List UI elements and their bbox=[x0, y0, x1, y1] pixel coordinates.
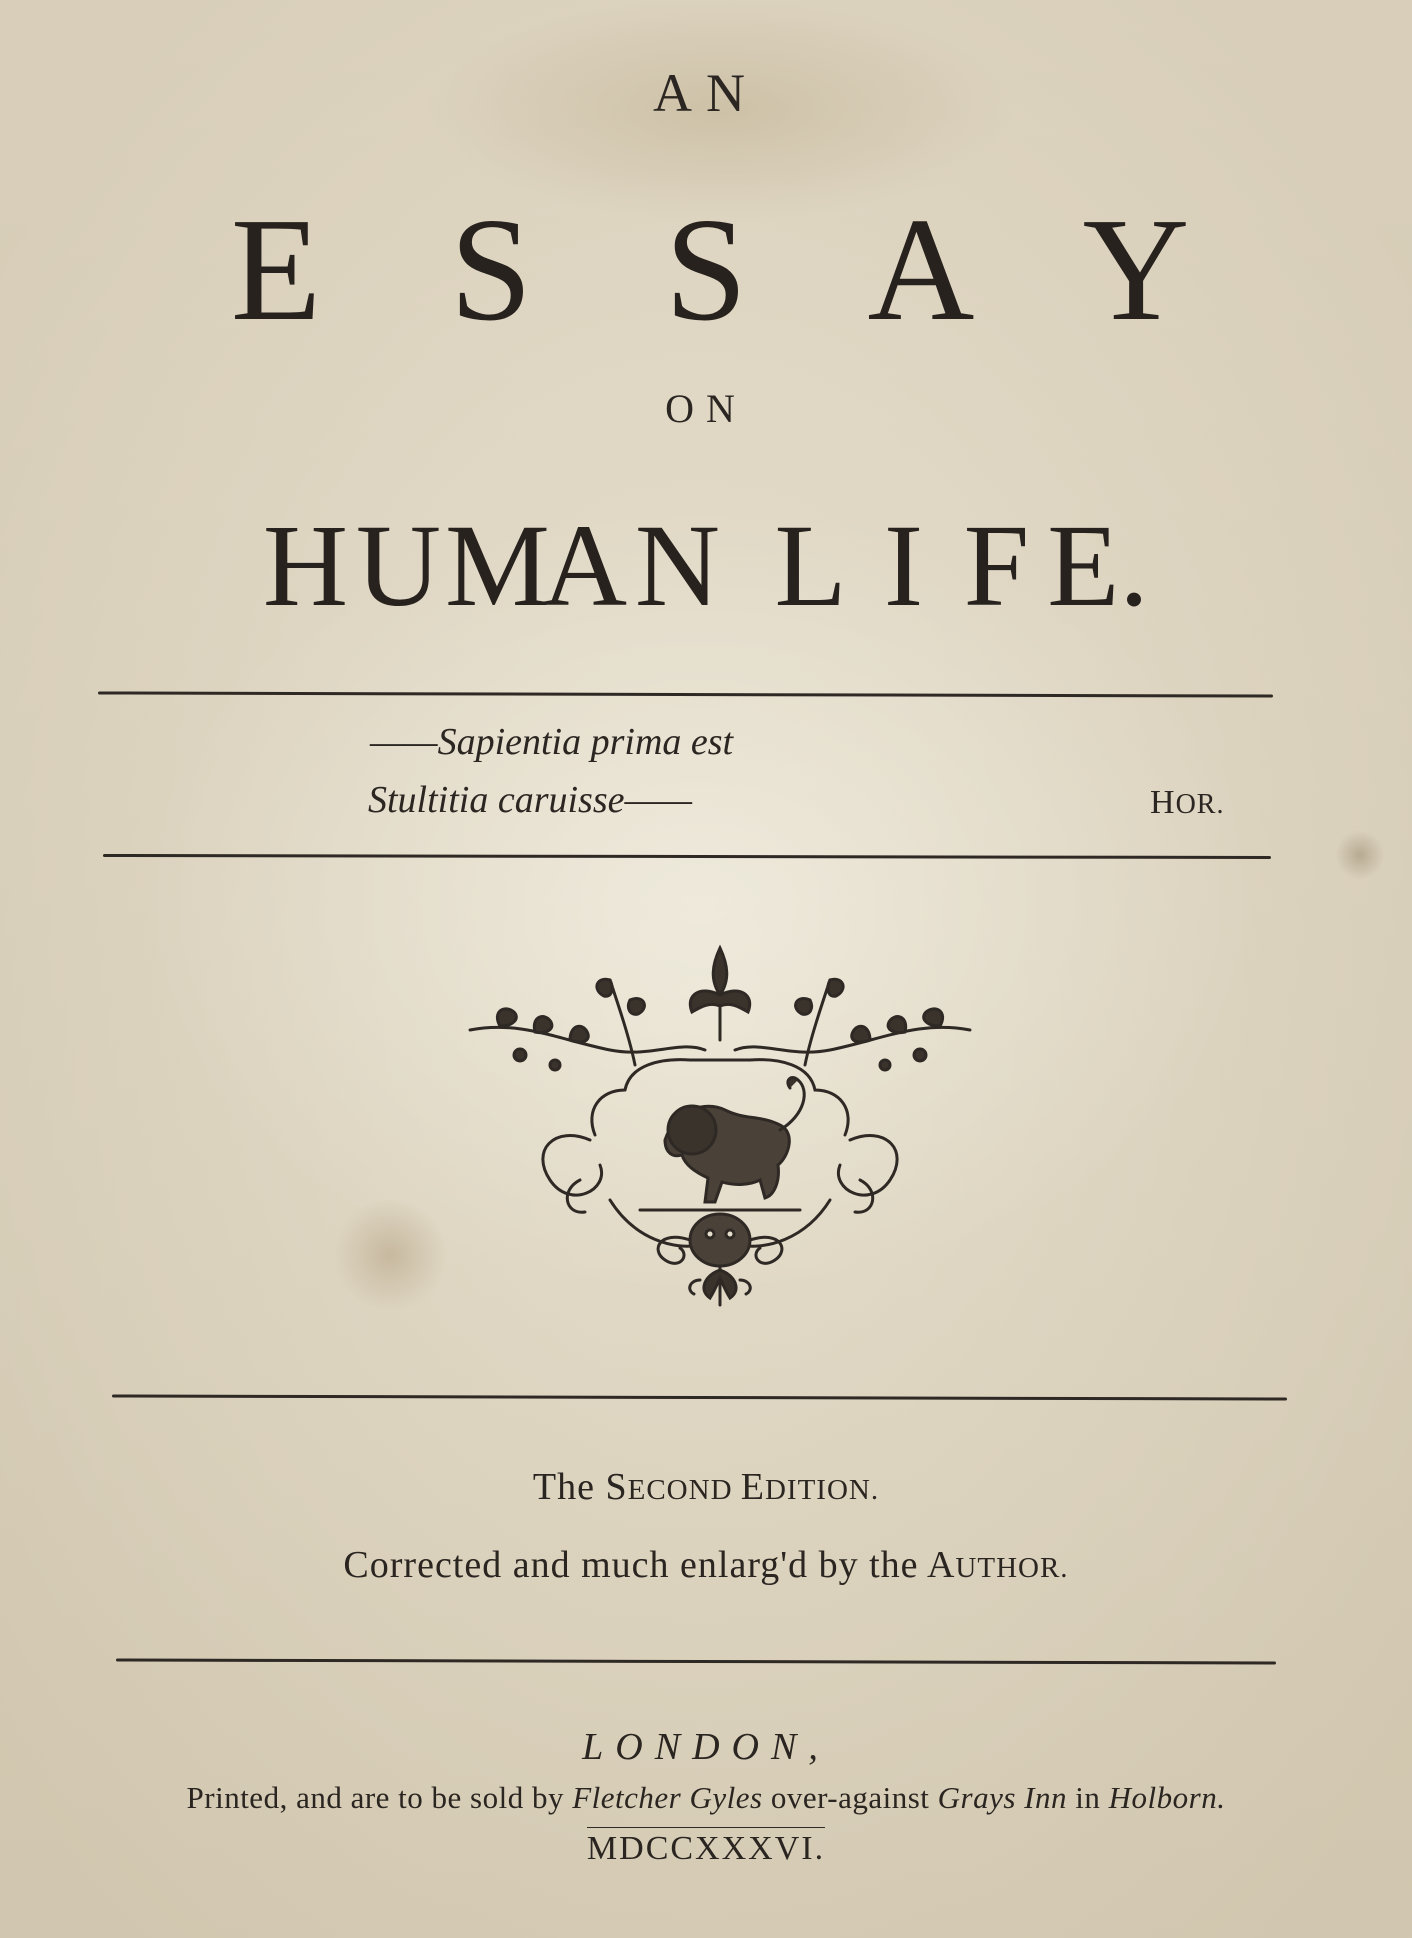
title-line-human-life bbox=[0, 498, 1412, 634]
title-letter: M bbox=[445, 500, 550, 631]
title-line-an: AN bbox=[653, 63, 759, 123]
edition-econd: ECOND bbox=[627, 1474, 741, 1506]
imprint-year: MDCCXXXVI. bbox=[587, 1827, 825, 1867]
corrected-text: Corrected and much enlarg'd by the bbox=[343, 1544, 927, 1586]
imprint-district: Holborn. bbox=[1108, 1780, 1226, 1815]
imprint-city: LONDON, bbox=[582, 1726, 830, 1768]
title-letter: N bbox=[634, 500, 721, 631]
title-letter: E. bbox=[1047, 500, 1149, 631]
imprint-printer: Fletcher Gyles bbox=[572, 1780, 763, 1815]
essay-letter: S bbox=[664, 188, 748, 352]
edition-the: The bbox=[532, 1466, 606, 1508]
motto-line-1: ——Sapientia prima est bbox=[370, 721, 734, 763]
edition-dition: DITION. bbox=[764, 1474, 880, 1506]
title-letter: A bbox=[541, 500, 628, 631]
essay-letter: A bbox=[867, 188, 975, 352]
motto-line-2: Stultitia caruisse—— bbox=[368, 779, 693, 821]
paper-stain bbox=[330, 1200, 450, 1310]
attribution-initial: H bbox=[1150, 784, 1176, 821]
essay-letter: Y bbox=[1082, 188, 1190, 352]
title-letter: L bbox=[774, 500, 847, 631]
imprint-place: Grays Inn bbox=[937, 1780, 1068, 1815]
edition-line bbox=[0, 1465, 1412, 1509]
rule-below-motto bbox=[103, 854, 1271, 859]
paper-stain-small bbox=[1335, 830, 1385, 880]
corrected-a: A bbox=[926, 1544, 956, 1586]
lion-cartouche-ornament-icon bbox=[460, 940, 980, 1310]
essay-letter: S bbox=[449, 188, 533, 352]
title-line-on: ON bbox=[665, 386, 747, 431]
title-letter: H bbox=[262, 500, 349, 631]
imprint-year-line bbox=[0, 1830, 1412, 1868]
rule-above-imprint bbox=[116, 1658, 1276, 1664]
corrected-uthor: UTHOR. bbox=[955, 1552, 1069, 1584]
attribution-rest: OR. bbox=[1175, 789, 1225, 820]
title-letter bbox=[724, 498, 764, 634]
imprint-printed-line bbox=[0, 1780, 1412, 1816]
imprint-printed: Printed, and are to be sold by bbox=[186, 1780, 573, 1815]
essay-letter: E bbox=[230, 188, 322, 352]
imprint-in: in bbox=[1067, 1780, 1109, 1815]
rule-above-motto bbox=[98, 691, 1273, 697]
title-line-essay bbox=[0, 185, 1412, 355]
rule-above-edition bbox=[112, 1394, 1287, 1400]
title-letter: U bbox=[355, 500, 442, 631]
edition-s: S bbox=[605, 1466, 628, 1508]
motto-attribution bbox=[1150, 784, 1224, 822]
title-letter: I bbox=[883, 500, 924, 631]
corrected-line bbox=[0, 1543, 1412, 1587]
imprint-over: over-against bbox=[762, 1780, 938, 1815]
edition-e: E bbox=[740, 1466, 765, 1508]
title-letter: F bbox=[963, 500, 1030, 631]
